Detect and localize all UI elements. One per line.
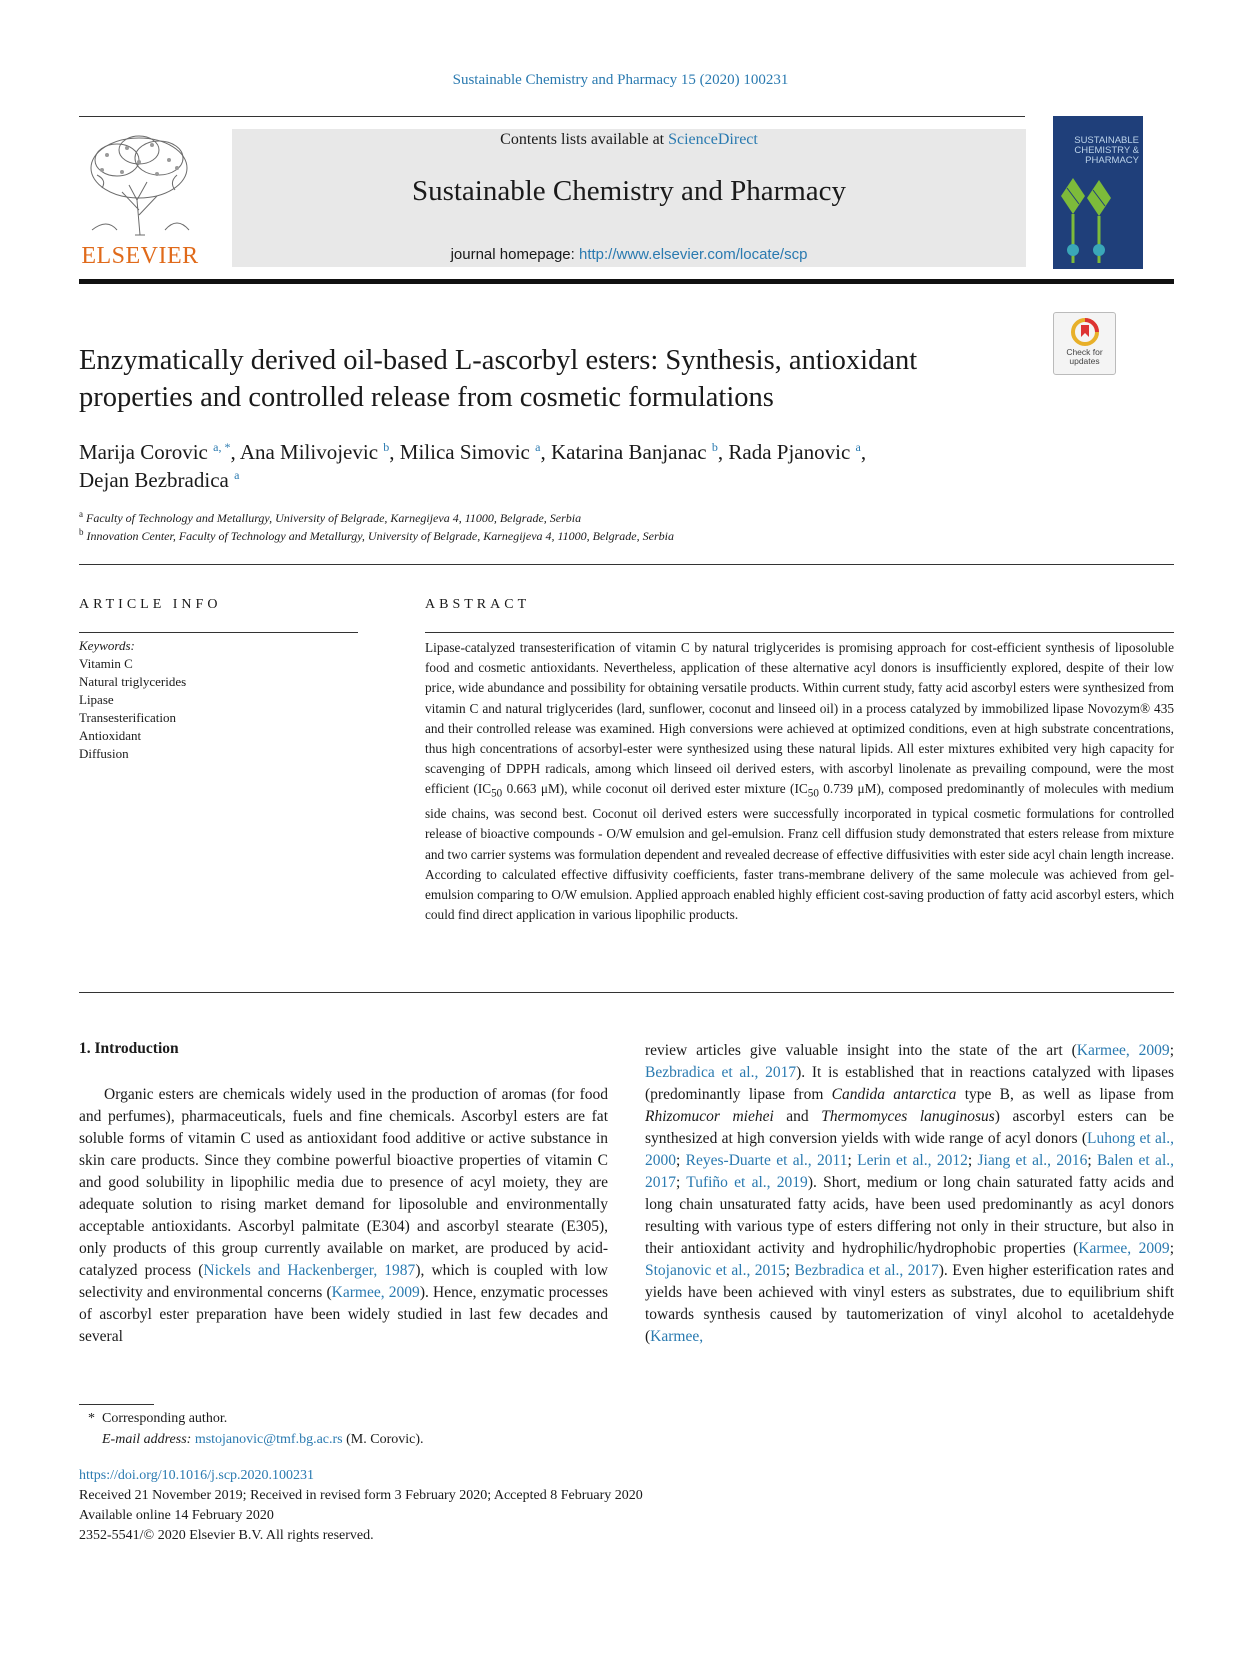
citation-link[interactable]: Karmee, 2009 [331, 1284, 420, 1301]
cover-title [1055, 136, 1139, 166]
text-segment: ). It is established that in reactions catalyzed with lipases (predominantly lipase from [645, 1064, 1175, 1103]
author-name: Katarina Banjanac [550, 440, 707, 464]
citation-link[interactable]: Karmee, 2009 [1078, 1240, 1170, 1257]
text-segment: and [773, 1108, 822, 1125]
abstract-segment: 0.739 μM), composed predominantly of molecules with medium side chains, was second best. Coconut oil derived esters were successfully incorporated in typical cosmetic formulations for controlled release of bioactive compounds - O/W emulsion and gel-emulsion. Franz cell diffusion study demonstrated that esters release from mixture and two carrier systems was formulation dependent and revealed decrease of effective diffusivities with ester side acyl chain length increase. According to calculated effective diffusivity coefficients, faster trans-membrane delivery of the same molecule was achieved from gel-emulsion comparing to O/W emulsion. Applied approach enabled highly efficient cost-saving production of fatty acid ascorbyl esters, which could find direct application in various lipophilic products. [425, 781, 1175, 923]
affiliations [79, 509, 1079, 545]
article-title [79, 342, 1019, 416]
author-affiliation-marker[interactable]: a, * [213, 440, 231, 454]
journal-cover-thumbnail[interactable] [1053, 116, 1143, 269]
author[interactable] [400, 440, 541, 464]
crossmark-line: updates [1069, 356, 1100, 366]
article-info-rule [79, 632, 358, 633]
author-name: Dejan Bezbradica [79, 468, 229, 492]
author[interactable] [79, 468, 239, 492]
introduction-heading: 1. Introduction [79, 1040, 179, 1057]
ic50-subscript: 50 [807, 788, 819, 801]
cover-title-line: PHARMACY [1085, 155, 1139, 166]
homepage-prefix: journal homepage: [450, 246, 579, 263]
text-segment: ). Even higher esterification rates and yields have been achieved with vinyl esters as substrates, due to equilibrium shift towards synthesis caused by tautomerization of vinyl alcohol to acetaldehyde ( [645, 1262, 1175, 1345]
title-line: Enzymatically derived oil-based L-ascorbyl esters: Synthesis, antioxidant [79, 345, 918, 376]
keyword: Lipase [79, 692, 114, 707]
email-link[interactable]: mstojanovic@tmf.bg.ac.rs [194, 1432, 343, 1447]
email-line [88, 1429, 424, 1450]
copyright-line: 2352-5541/© 2020 Elsevier B.V. All rights reserved. [79, 1528, 374, 1543]
citation-separator: ; [785, 1262, 795, 1279]
text-segment: Organic esters are chemicals widely used in the production of aromas (for food and perfumes), pharmaceuticals, fuels and fine chemicals. Ascorbyl esters are fat soluble forms of vitamin C used as antioxidant food additive or active substance in skin care products. Since they combine powerful bioactive properties of vitamin C and good solubility in lipophilic media due to presence of acyl moiety, they are adequate solution to rising market demand for liposoluble and environmentally acceptable antioxidants. Ascorbyl palmitate (E304) and ascorbyl stearate (E305), only products of this group currently available on market, are produced by acid-catalyzed process ( [79, 1086, 608, 1279]
abstract-rule [425, 632, 1174, 633]
abstract-segment: Lipase-catalyzed transesterification of vitamin C by natural triglycerides is promising approach for cost-efficient synthesis of liposoluble food and cosmetic antioxidants. Nevertheless, application of these alternative acyl donors is insufficiently explored, despite of their low price, wide abundance and possibility for obtaining versatile products. Within current study, fatty acid ascorbyl esters were synthesized from vitamin C and natural triglycerides (lard, sunflower, coconut and linseed oil) in a process catalyzed by immobilized lipase Novozym® 435 and their controlled release was examined. High conversions were achieved at optimized conditions, even at high substrate concentrations, thus high concentrations of acsorbyl-ester were synthesized using these natural lipids. All ester mixtures exhibited very high capacity for scavenging of DPPH radicals, among which linseed oil derived esters, with ascorbyl linolenate as prevailing compound, were the most efficient (IC [425, 640, 1174, 797]
footnote-marker: * [88, 1411, 95, 1426]
received-dates: Received 21 November 2019; Received in revised form 3 February 2020; Accepted 8 February 2020 [79, 1488, 643, 1503]
text-segment: ), which is coupled with low selectivity and environmental concerns ( [79, 1262, 608, 1301]
elsevier-wordmark: ELSEVIER [81, 243, 199, 269]
citation-separator: ; [1169, 1240, 1174, 1257]
ic50-subscript: 50 [491, 788, 503, 801]
author[interactable] [728, 440, 860, 464]
author-separator: , [389, 440, 400, 464]
author-separator: , [717, 440, 729, 464]
introduction-column-right [645, 1040, 1174, 1348]
author-name: Ana Milivojevic [239, 440, 379, 464]
footnote-rule [79, 1404, 154, 1405]
introduction-column-left [79, 1084, 608, 1348]
keywords-label: Keywords: [79, 638, 135, 653]
masthead-bottom-rule [79, 279, 1174, 284]
citation-link[interactable]: Luhong et al., 2000 [645, 1130, 1174, 1169]
author-affiliation-marker[interactable]: b [711, 440, 718, 454]
paragraph [79, 1084, 608, 1348]
author[interactable] [79, 440, 230, 464]
contents-available-line [232, 131, 1026, 149]
citation-link[interactable]: Karmee, [650, 1328, 704, 1345]
footnote-text: Corresponding author. [102, 1411, 228, 1426]
text-segment: review articles give valuable insight into the state of the art ( [645, 1042, 1077, 1059]
author-separator: , [860, 440, 867, 464]
keyword: Transesterification [79, 710, 176, 725]
citation-link[interactable]: Reyes-Duarte et al., 2011 [685, 1152, 848, 1169]
publication-info [79, 1466, 643, 1546]
citation-separator: ; [1169, 1042, 1174, 1059]
sciencedirect-link[interactable]: ScienceDirect [668, 131, 758, 148]
affiliation-text: Faculty of Technology and Metallurgy, University of Belgrade, Karnegijeva 4, 11000, Belgrade, Serbia [86, 511, 582, 525]
title-line: properties and controlled release from cosmetic formulations [79, 382, 774, 413]
crossmark-icon [1071, 318, 1099, 346]
citation-link[interactable]: Bezbradica et al., 2017 [645, 1064, 797, 1081]
abstract-segment: 0.663 μM), while coconut oil derived ester mixture (IC [502, 781, 808, 797]
journal-homepage-line [232, 246, 1026, 263]
doi-link[interactable]: https://doi.org/10.1016/j.scp.2020.100231 [79, 1468, 315, 1483]
citation-separator: ; [676, 1152, 686, 1169]
elsevier-tree-icon [77, 130, 203, 240]
affiliation [79, 527, 1079, 545]
author-list [79, 438, 1079, 494]
species-name: Rhizomucor miehei [645, 1108, 774, 1125]
keyword: Diffusion [79, 746, 129, 761]
text-segment: ) ascorbyl esters can be synthesized at high conversion yields with wide range of acyl donors ( [645, 1108, 1174, 1147]
cover-title-line: CHEMISTRY & [1074, 145, 1139, 156]
corresponding-author-note [88, 1408, 424, 1429]
citation-link[interactable]: Nickels and Hackenberger, 1987 [203, 1262, 416, 1279]
citation-link[interactable]: Balen et al., 2017 [645, 1152, 1174, 1191]
available-online-date: Available online 14 February 2020 [79, 1508, 274, 1523]
elsevier-logo[interactable] [77, 130, 203, 270]
abstract-heading: ABSTRACT [425, 597, 531, 612]
author[interactable] [551, 440, 718, 464]
crossmark-label [1054, 348, 1115, 366]
homepage-link[interactable]: http://www.elsevier.com/locate/scp [579, 246, 808, 263]
citation-link[interactable]: Jiang et al., 2016 [977, 1152, 1088, 1169]
check-for-updates-badge[interactable] [1053, 312, 1116, 375]
citation-separator: ; [1087, 1152, 1098, 1169]
contents-prefix: Contents lists available at [500, 131, 669, 148]
keyword: Natural triglycerides [79, 674, 187, 689]
header-divider [79, 116, 1025, 117]
species-name: Thermomyces lanuginosus [821, 1108, 995, 1125]
cover-title-line: SUSTAINABLE [1074, 135, 1139, 146]
author-separator: , [540, 440, 551, 464]
author-affiliation-marker[interactable]: a [535, 440, 541, 454]
text-segment: type B, as well as lipase from [956, 1086, 1174, 1103]
affiliation-text: Innovation Center, Faculty of Technology and Metallurgy, University of Belgrade, Karnegijeva 4, 11000, Belgrade, Serbia [86, 529, 674, 543]
keywords-list [79, 637, 186, 763]
journal-name: Sustainable Chemistry and Pharmacy [411, 175, 847, 207]
author-affiliation-marker[interactable]: a [234, 468, 240, 482]
keyword: Antioxidant [79, 728, 142, 743]
paragraph [645, 1040, 1174, 1348]
crossmark-line: Check for [1066, 347, 1103, 357]
affiliation-label: a [79, 509, 83, 519]
citation-separator: ; [847, 1152, 858, 1169]
citation-link[interactable]: Stojanovic et al., 2015 [645, 1262, 786, 1279]
citation-separator: ; [676, 1174, 687, 1191]
keyword: Vitamin C [79, 656, 133, 671]
section-divider [79, 564, 1174, 565]
author-name: Milica Simovic [399, 440, 530, 464]
footnote [88, 1408, 424, 1450]
author-affiliation-marker[interactable]: a [855, 440, 861, 454]
author[interactable] [240, 440, 389, 464]
citation-separator: ; [967, 1152, 978, 1169]
species-name: Candida antarctica [831, 1086, 957, 1103]
journal-reference[interactable]: Sustainable Chemistry and Pharmacy 15 (2020) 100231 [452, 72, 789, 88]
affiliation [79, 509, 1079, 527]
author-name: Rada Pjanovic [728, 440, 851, 464]
abstract-bottom-rule [79, 992, 1174, 993]
article-info-heading: ARTICLE INFO [79, 597, 222, 612]
text-segment: ). Short, medium or long chain saturated fatty acids and long chain unsaturated fatty acids, have been used predominantly as acyl donors resulting with various type of esters differing not only in their structure, but also in their antioxidant activity and hydrophilic/hydrophobic properties ( [645, 1174, 1174, 1257]
cover-leaf-icon [1057, 168, 1117, 268]
affiliation-label: b [79, 527, 84, 537]
author-affiliation-marker[interactable]: b [383, 440, 390, 454]
email-label: E-mail address: [102, 1432, 192, 1447]
text-segment: ). Hence, enzymatic processes of ascorbyl ester preparation have been widely studied in last few decades and several [79, 1284, 608, 1345]
email-owner: (M. Corovic). [342, 1432, 424, 1447]
citation-link[interactable]: Karmee, 2009 [1076, 1042, 1170, 1059]
citation-link[interactable]: Bezbradica et al., 2017 [794, 1262, 939, 1279]
citation-link[interactable]: Tufiño et al., 2019 [686, 1174, 808, 1191]
abstract-text [425, 638, 1174, 926]
citation-link[interactable]: Lerin et al., 2012 [857, 1152, 968, 1169]
author-name: Marija Corovic [79, 440, 208, 464]
author-separator: , [230, 440, 240, 464]
